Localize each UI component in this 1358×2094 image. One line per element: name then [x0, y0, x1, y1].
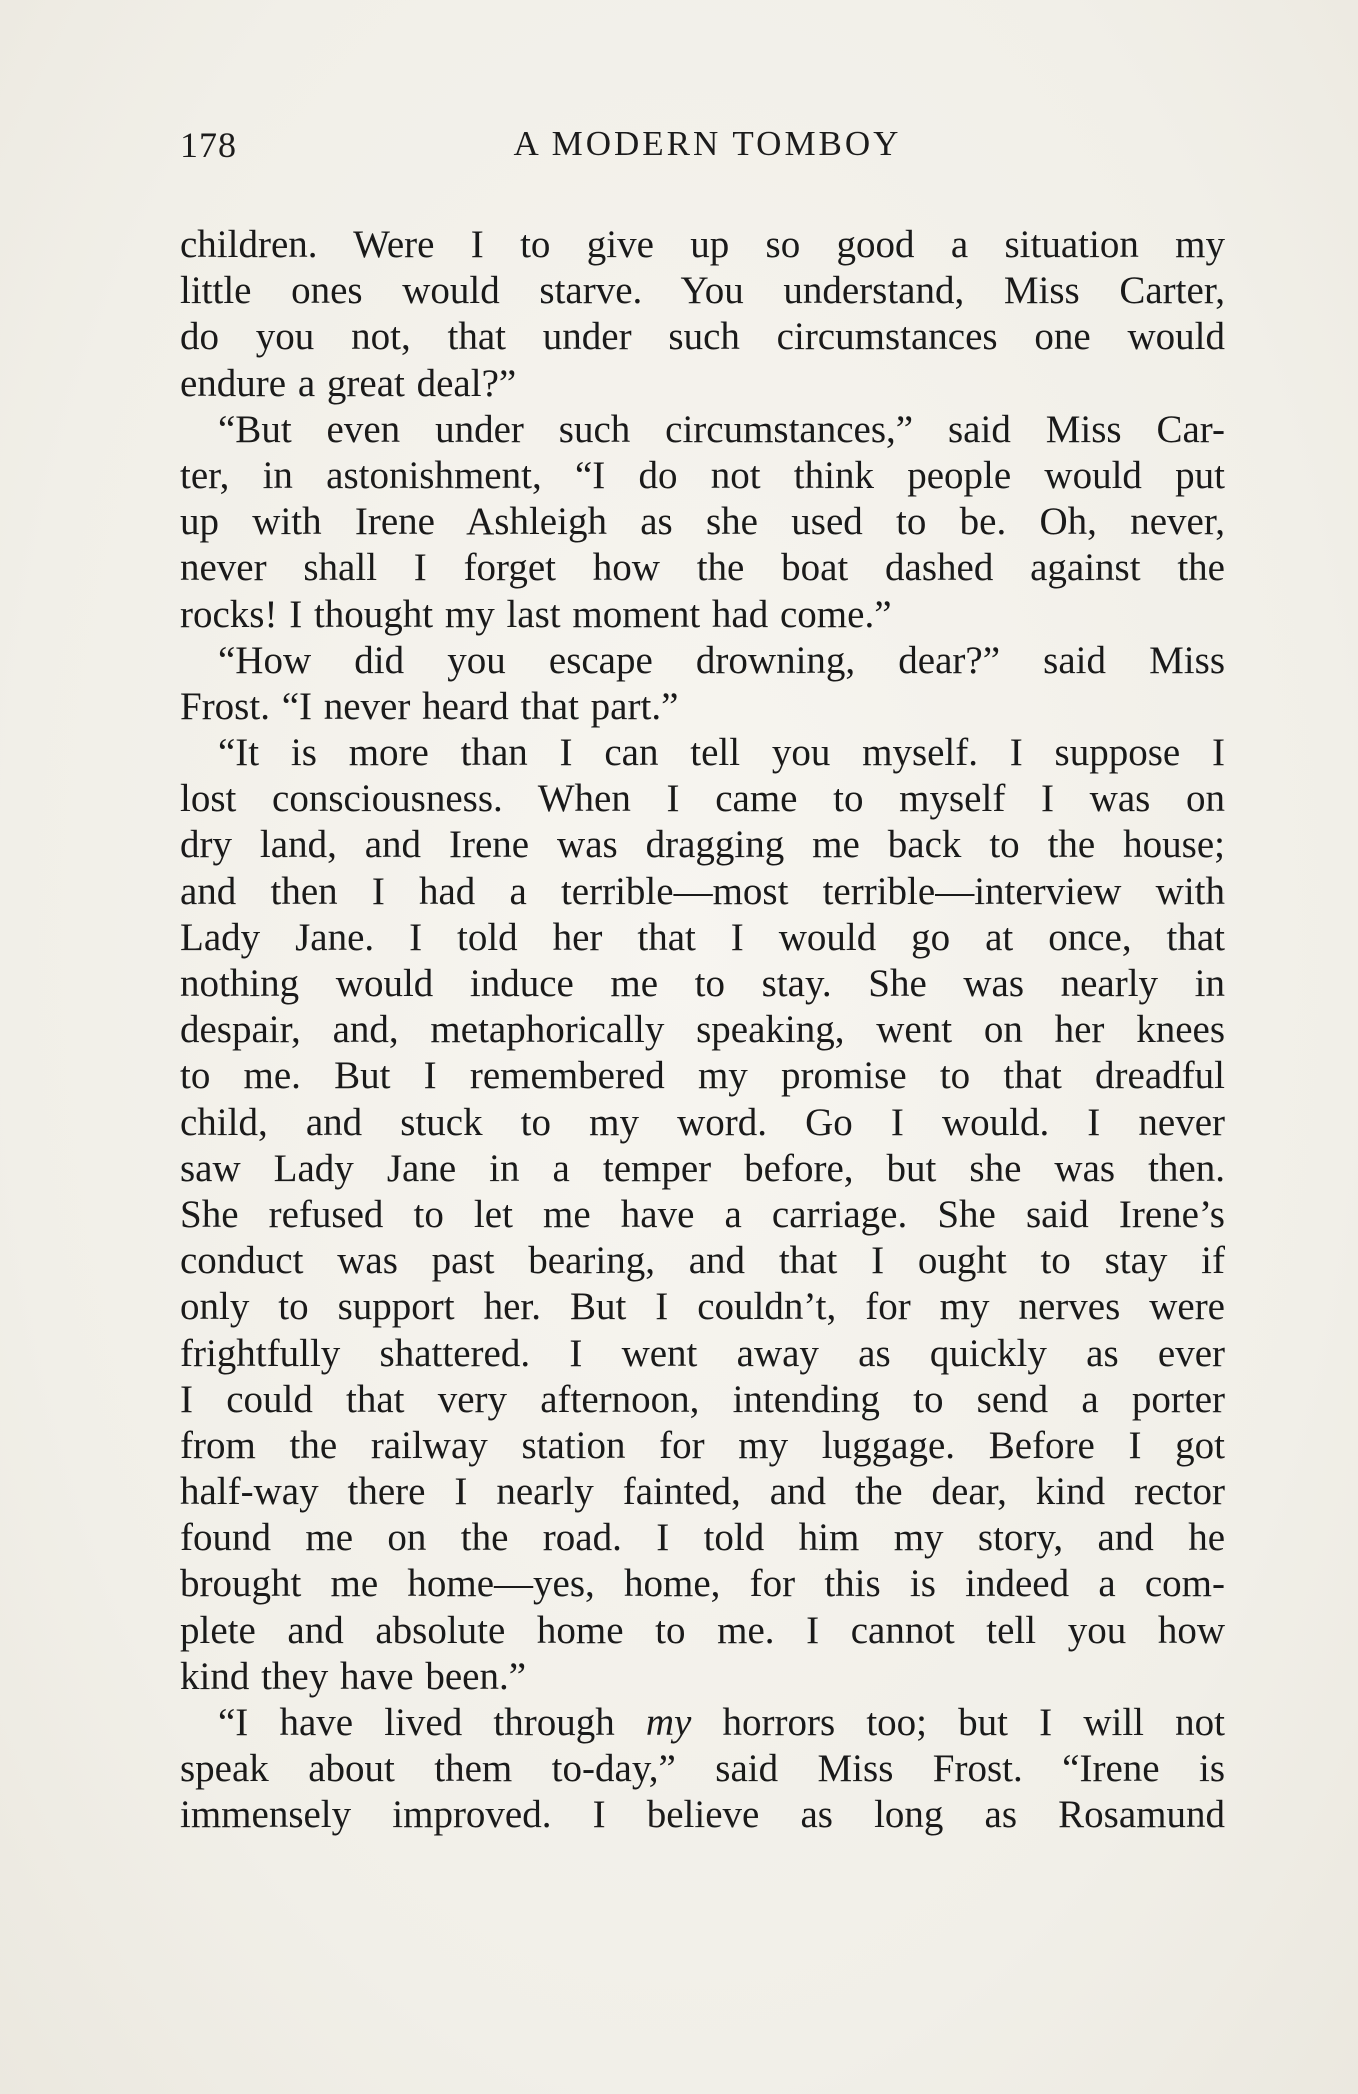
text-line: Lady Jane. I told her that I would go at once, that: [180, 915, 1225, 959]
text-segment: “I have lived through: [218, 1701, 646, 1744]
text-line: dry land, and Irene was dragging me back to the house;: [180, 823, 1225, 867]
text-line: [180, 1700, 1225, 1746]
body-text: [180, 222, 1225, 1839]
text-line: “How did you escape drowning, dear?” said Miss: [218, 638, 1225, 682]
text-line: “But even under such circumstances,” said Miss Car-: [218, 407, 1225, 451]
text-line: kind they have been.”: [180, 1654, 527, 1698]
italic-word: my: [645, 1701, 692, 1744]
text-segment: horrors too; but I will not: [691, 1701, 1225, 1744]
text-line: endure a great deal?”: [180, 361, 517, 405]
page-number: 178: [180, 125, 237, 165]
text-line: ter, in astonishment, “I do not think people would put: [180, 453, 1225, 497]
text-line: I could that very afternoon, intending to send a porter: [180, 1377, 1225, 1421]
closing-lines: [180, 1746, 1225, 1838]
text-line: found me on the road. I told him my story, and he: [180, 1516, 1225, 1560]
text-line: rocks! I thought my last moment had come.”: [180, 592, 892, 636]
text-line: conduct was past bearing, and that I ought to stay if: [180, 1239, 1225, 1283]
text-line: “It is more than I can tell you myself. I suppose I: [218, 731, 1225, 775]
text-line: speak about them to-day,” said Miss Frost. “Irene is: [180, 1747, 1225, 1791]
text-line: to me. But I remembered my promise to that dreadful: [180, 1054, 1225, 1098]
text-line: only to support her. But I couldn’t, for my nerves were: [180, 1285, 1225, 1329]
text-line: lost consciousness. When I came to myself I was on: [180, 777, 1225, 821]
text-line: Frost. “I never heard that part.”: [180, 684, 679, 728]
text-line: saw Lady Jane in a temper before, but she was then.: [180, 1146, 1225, 1190]
running-title: A MODERN TOMBOY: [513, 124, 902, 163]
text-line: plete and absolute home to me. I cannot tell you how: [180, 1608, 1225, 1652]
text-line: half-way there I nearly fainted, and the dear, kind rector: [180, 1470, 1225, 1514]
text-line: brought me home—yes, home, for this is indeed a com-: [180, 1562, 1225, 1606]
page-header: [180, 124, 1225, 174]
text-line: from the railway station for my luggage. Before I got: [180, 1423, 1225, 1467]
text-line: frightfully shattered. I went away as quickly as ever: [180, 1331, 1225, 1375]
text-line: nothing would induce me to stay. She was nearly in: [180, 962, 1225, 1005]
text-line: up with Irene Ashleigh as she used to be. Oh, never,: [180, 500, 1225, 544]
text-line: never shall I forget how the boat dashed against the: [180, 546, 1225, 590]
text-line: She refused to let me have a carriage. She said Irene’s: [180, 1192, 1225, 1236]
text-line: and then I had a terrible—most terrible—interview with: [180, 869, 1225, 913]
text-line: little ones would starve. You understand, Miss Carter,: [180, 269, 1225, 313]
text-line: do you not, that under such circumstances one would: [180, 315, 1225, 359]
text-line: children. Were I to give up so good a situation my: [180, 223, 1225, 266]
paragraph-lines: [180, 222, 1225, 1700]
text-line: immensely improved. I believe as long as Rosamund: [180, 1793, 1225, 1837]
text-line: child, and stuck to my word. Go I would. I never: [180, 1100, 1225, 1144]
text-line: despair, and, metaphorically speaking, went on her knees: [180, 1008, 1225, 1052]
